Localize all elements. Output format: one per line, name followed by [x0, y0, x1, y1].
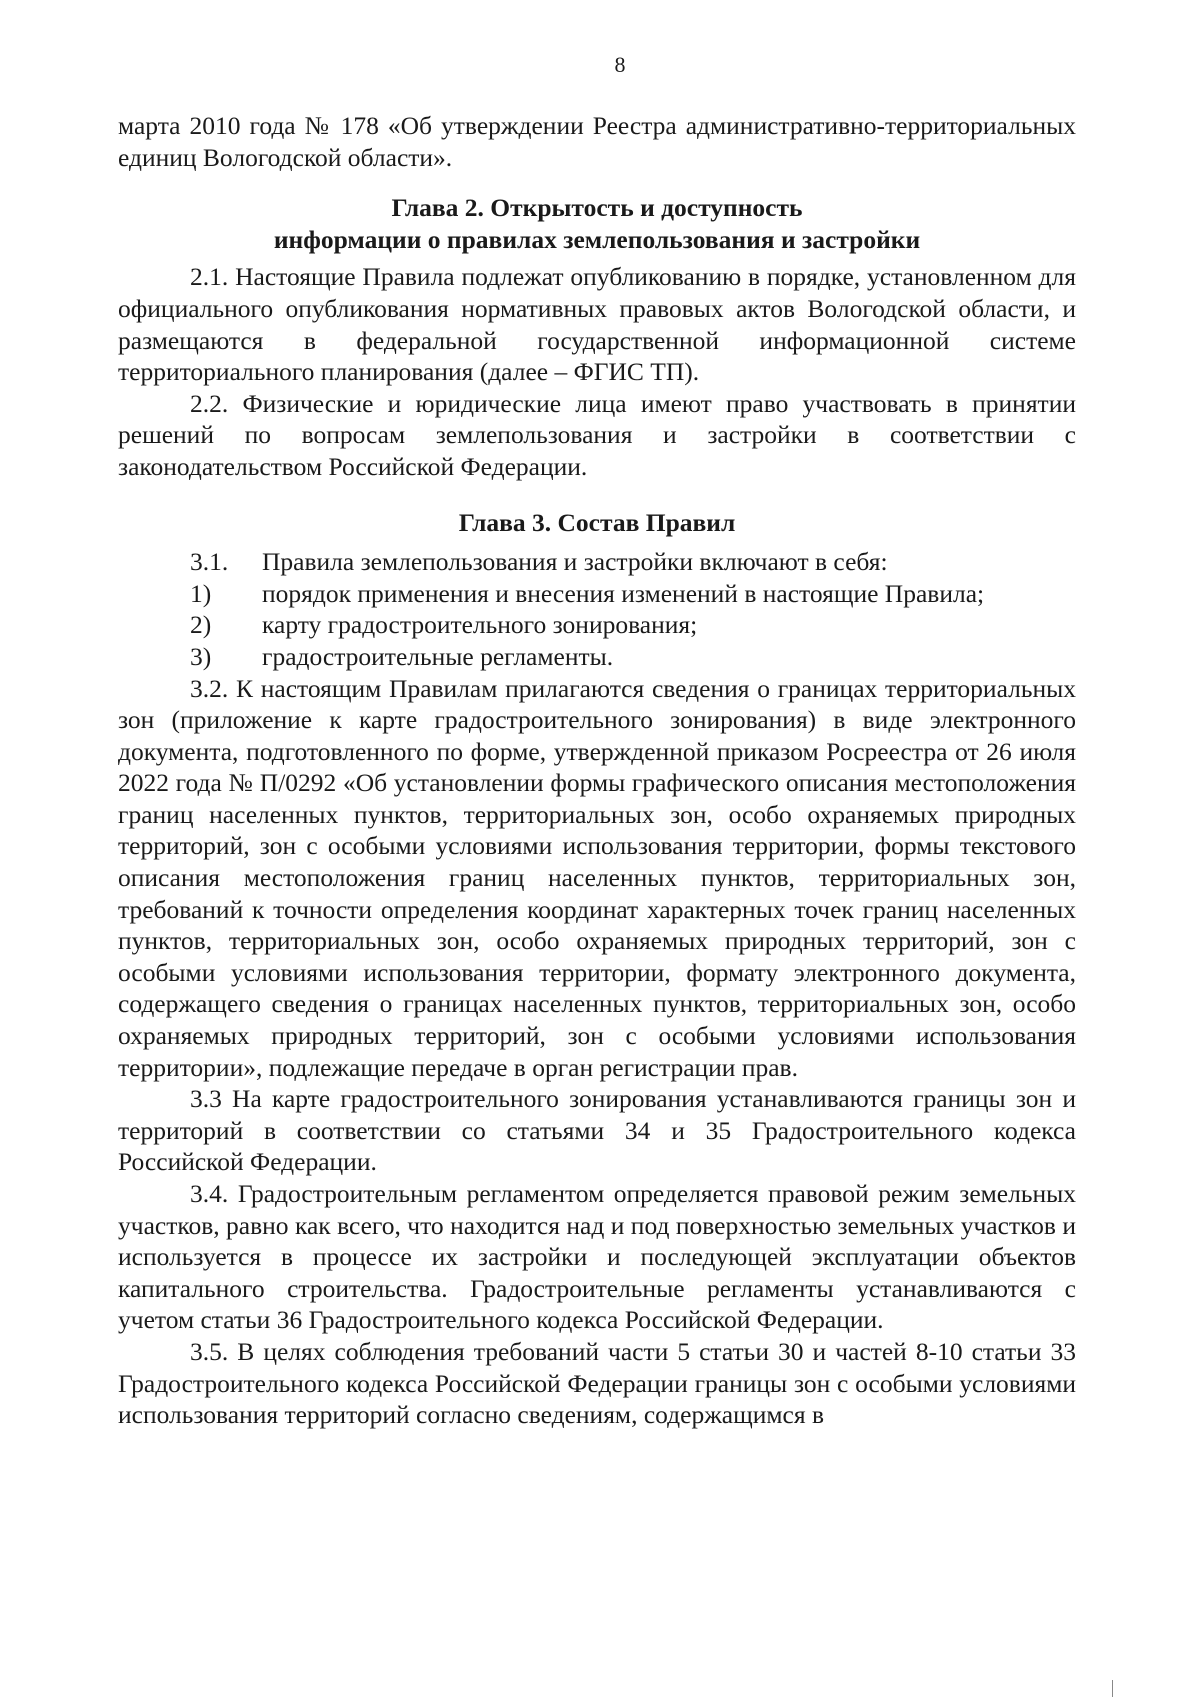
chapter-2-heading-line-1: Глава 2. Открытость и доступность: [391, 193, 803, 223]
list-item-number: 3.1.: [190, 547, 229, 577]
intro-paragraph: марта 2010 года № 178 «Об утверждении Реестра административно-территориальных единиц Вологодской области».: [118, 111, 1076, 172]
chapter-3-heading: [118, 507, 1076, 539]
list-item-number: 3): [190, 641, 212, 671]
list-item-3: [118, 641, 1076, 673]
list-item-2: [118, 609, 1076, 641]
paragraph-2-2: 2.2. Физические и юридические лица имеют право участвовать в принятии решений по вопросам землепользования и застройки в соответствии с законодательством Российской Федерации.: [118, 388, 1076, 481]
scan-edge-mark: [1112, 1680, 1113, 1697]
chapter-3-heading-text: Глава 3. Состав Правил: [458, 507, 736, 537]
list-item-number: 1): [190, 578, 212, 608]
document-body: [118, 110, 1076, 1431]
paragraph-3-5: 3.5. В целях соблюдения требований части 5 статьи 30 и частей 8-10 статьи 33 Градостроительного кодекса Российской Федерации границы зон с особыми условиями использования территорий согласно сведениям, содержащимся в: [118, 1336, 1076, 1430]
chapter-2-heading: [118, 192, 1076, 255]
list-item-text: карту градостроительного зонирования;: [262, 610, 698, 640]
list-item-text: порядок применения и внесения изменений в настоящие Правила;: [262, 578, 985, 608]
page-number: 8: [614, 52, 626, 77]
paragraph-3-3: 3.3 На карте градостроительного зонирования устанавливаются границы зон и территорий в соответствии со статьями 34 и 35 Градостроительного кодекса Российской Федерации.: [118, 1084, 1076, 1177]
list-item-1: [118, 578, 1076, 610]
paragraph-2-1: 2.1. Настоящие Правила подлежат опубликованию в порядке, установленном для официального опубликования нормативных правовых актов Вологодской области, и размещаются в федеральной государственной информационной системе территориального планирования (далее – ФГИС ТП).: [118, 262, 1076, 387]
list-item-text: градостроительные регламенты.: [262, 641, 614, 671]
list-item-3-1: [118, 546, 1076, 578]
paragraph-3-4: 3.4. Градостроительным регламентом определяется правовой режим земельных участков, равно как всего, что находится над и под поверхностью земельных участков и используется в процессе их застройки и последующей эксплуатации объектов капитального строительства. Градостроительные регламенты устанавливаются с учетом статьи 36 Градостроительного кодекса Российской Федерации.: [118, 1179, 1076, 1335]
list-item-number: 2): [190, 610, 212, 640]
chapter-2-heading-line-2: информации о правилах землепользования и застройки: [273, 224, 921, 254]
paragraph-3-2: 3.2. К настоящим Правилам прилагаются сведения о границах территориальных зон (приложение к карте градостроительного зонирования) в виде электронного документа, подготовленного по форме, утвержденной приказом Росреестра от 26 июля 2022 года № П/0292 «Об установлении формы графического описания местоположения границ населенных пунктов, территориальных зон, особо охраняемых природных территорий, зон с особыми условиями использования территории, формы текстового описания местоположения границ населенных пунктов, территориальных зон, требований к точности определения координат характерных точек границ населенных пунктов, территориальных зон, особо охраняемых природных территорий, зон с особыми условиями использования территории, формату электронного документа, содержащего сведения о границах населенных пунктов, территориальных зон, особо охраняемых природных территорий, зон с особыми условиями использования территории», подлежащие передаче в орган регистрации прав.: [118, 673, 1076, 1082]
list-item-text: Правила землепользования и застройки включают в себя:: [262, 547, 888, 577]
